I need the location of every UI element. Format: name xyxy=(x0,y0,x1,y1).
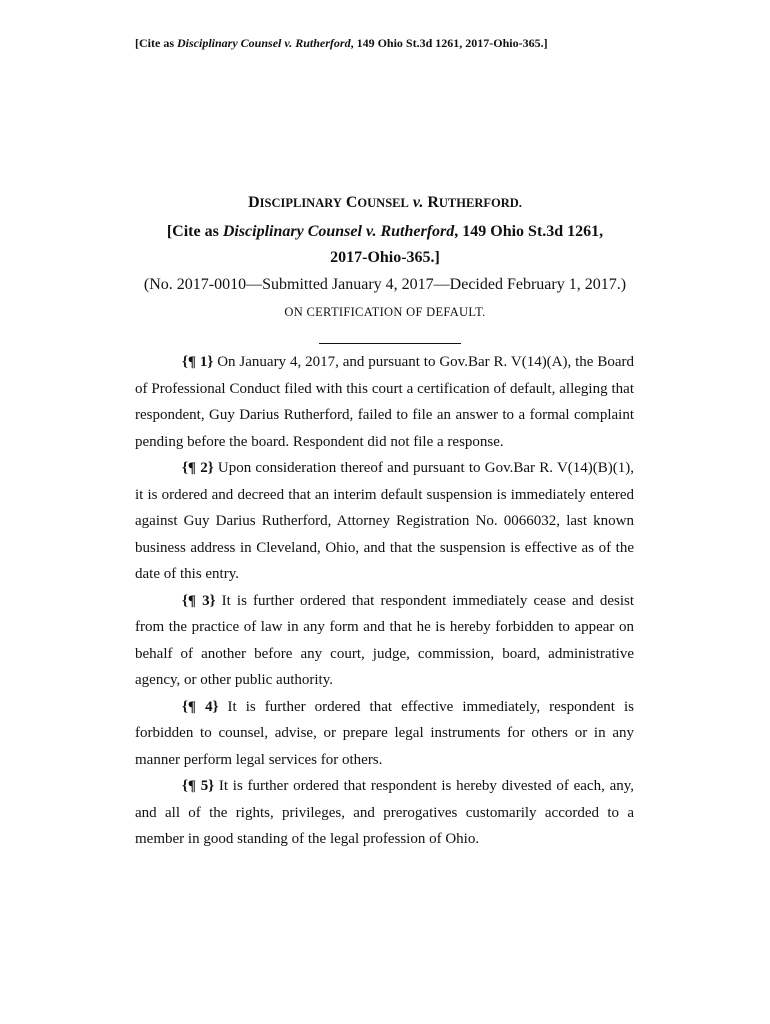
certification-heading: ON CERTIFICATION OF DEFAULT. xyxy=(284,305,486,319)
paragraph-text: It is further ordered that respondent is hereby divested of each, any, and all of the rights, privileges, and prerogatives customarily accorded to a member in good standing of the legal profession of Ohio. xyxy=(135,778,635,847)
paragraph-text: On January 4, 2017, and pursuant to Gov.Bar R. V(14)(A), the Board of Professional Conduct filed with this court a certification of default, alleging that respondent, Guy Darius Rutherford, failed to file an answer to a formal complaint pending before the board. Respondent did not file a response. xyxy=(135,354,635,450)
title-rest: ISCIPLINARY xyxy=(259,196,342,210)
title-initial: D xyxy=(248,194,260,211)
paragraph-number: {¶ 1} xyxy=(182,354,214,370)
paragraph-number: {¶ 2} xyxy=(182,460,214,476)
header-cite-suffix: , 149 Ohio St.3d 1261, 2017-Ohio-365.] xyxy=(350,36,548,50)
case-title xyxy=(0,190,770,216)
paragraph-number: {¶ 3} xyxy=(182,592,216,609)
paragraph-number: {¶ 4} xyxy=(182,698,219,715)
header-citation xyxy=(135,36,548,51)
header-cite-prefix: [Cite as xyxy=(135,36,177,50)
paragraph xyxy=(135,349,634,455)
caption-cite-suffix: , 149 Ohio St.3d 1261, xyxy=(454,223,604,240)
title-versus: v. xyxy=(412,194,424,211)
paragraph xyxy=(135,773,634,853)
caption-citation-line2: 2017-Ohio-365.] xyxy=(330,249,440,266)
case-number: (No. 2017-0010—Submitted January 4, 2017—Decided February 1, 2017.) xyxy=(143,276,627,293)
paragraph xyxy=(135,455,634,588)
paragraph-text: It is further ordered that effective immediately, respondent is forbidden to counsel, advise, or prepare legal instruments for others or in any manner perform legal services for others. xyxy=(135,698,634,768)
paragraph xyxy=(135,694,634,774)
caption-citation xyxy=(0,219,770,245)
header-cite-case: Disciplinary Counsel v. Rutherford xyxy=(177,36,351,50)
title-rest: UTHERFORD. xyxy=(438,196,522,210)
paragraph xyxy=(135,588,634,694)
divider-rule xyxy=(319,343,461,344)
caption-cite-prefix: [Cite as xyxy=(166,223,223,240)
opinion-body xyxy=(135,349,634,853)
paragraph-number: {¶ 5} xyxy=(182,778,215,794)
paragraph-text: Upon consideration thereof and pursuant to Gov.Bar R. V(14)(B)(1), it is ordered and decreed that an interim default suspension is immediately entered against Guy Darius Rutherford, Attorney Registration No. 0066032, last known business address in Cleveland, Ohio, and that the suspension is effective as of the date of this entry. xyxy=(135,460,635,582)
caption-cite-case: Disciplinary Counsel v. Rutherford xyxy=(222,223,455,240)
title-initial: R xyxy=(427,194,439,211)
title-rest: OUNSEL xyxy=(357,196,409,210)
paragraph-text: It is further ordered that respondent immediately cease and desist from the practice of law in any form and that he is hereby forbidden to appear on behalf of another before any court, judge, commission, board, administrative agency, or other public authority. xyxy=(135,592,634,688)
title-initial: C xyxy=(345,194,358,211)
